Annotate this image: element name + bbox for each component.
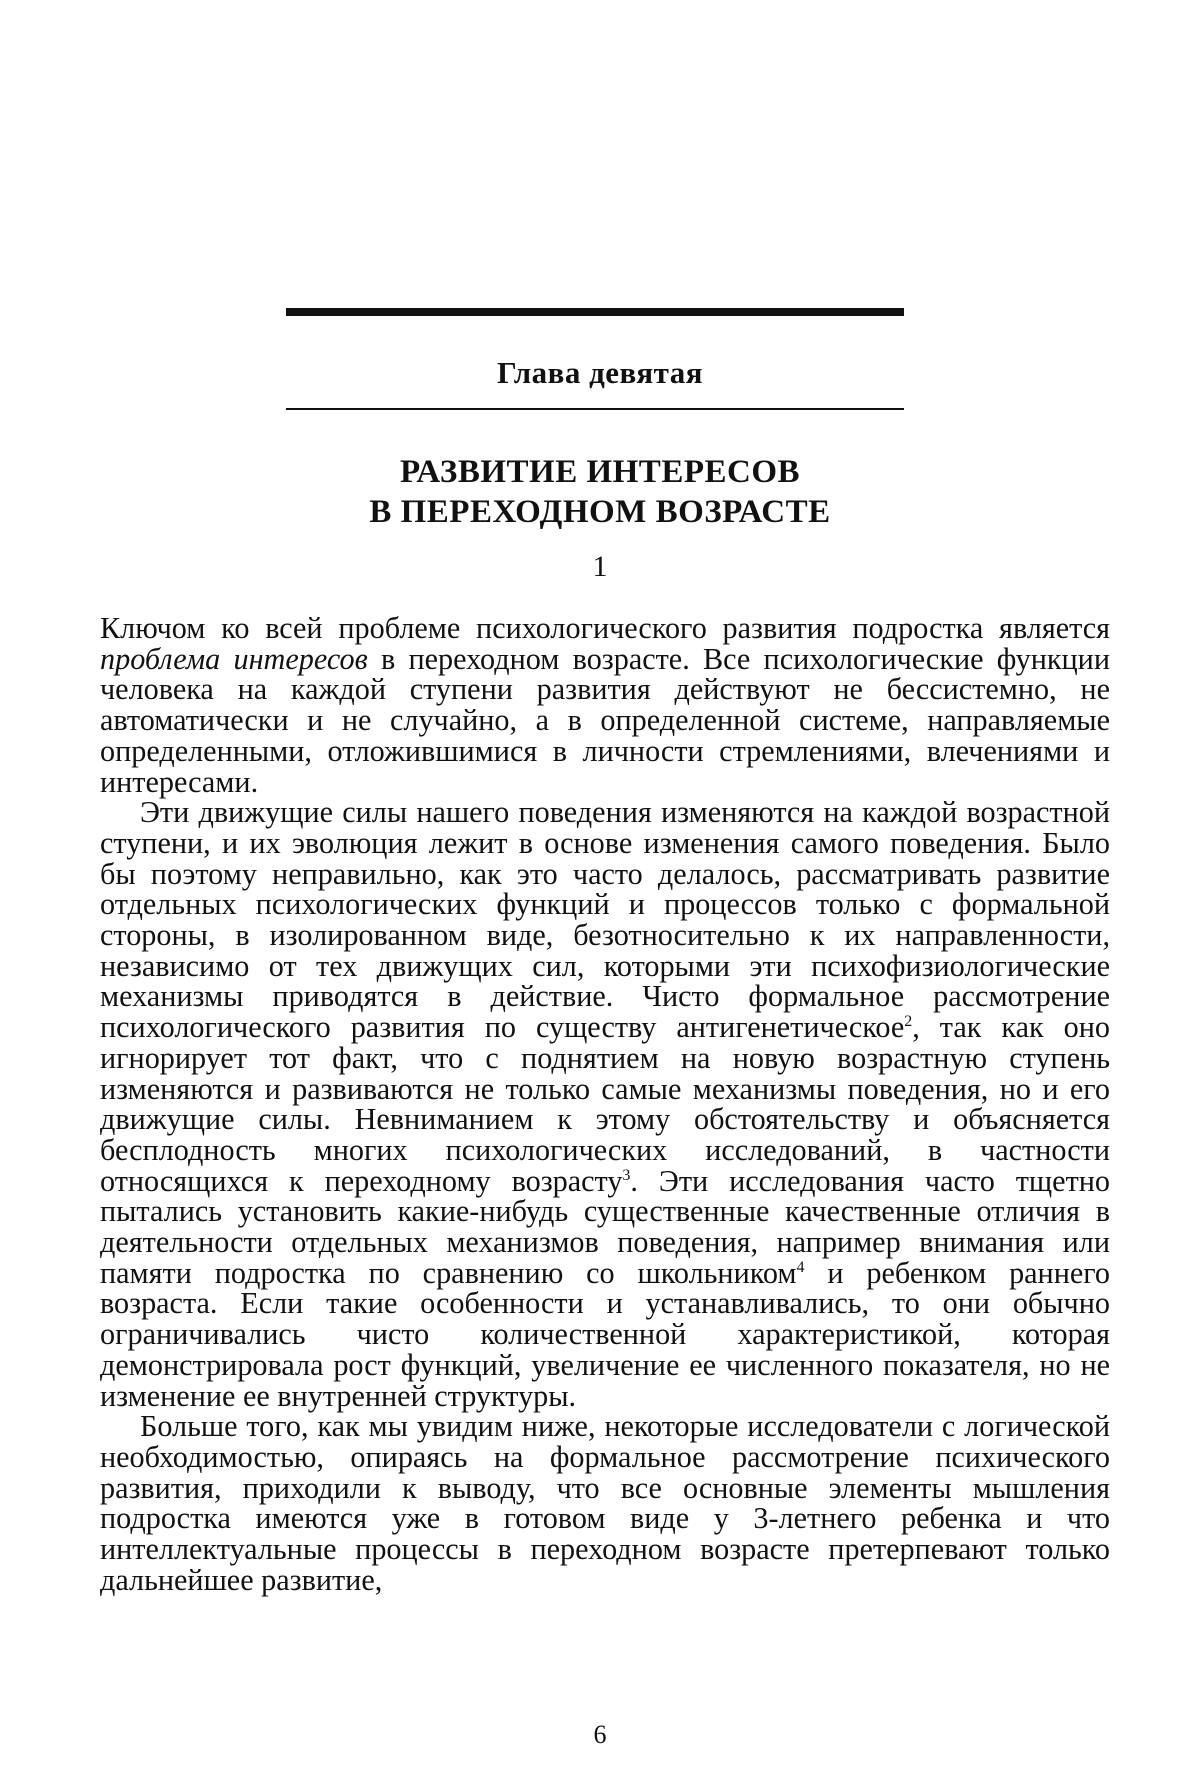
paragraph-1	[100, 613, 1110, 797]
chapter-title-line-2: В ПЕРЕХОДНОМ ВОЗРАСТЕ	[369, 494, 831, 530]
footnote-ref-4[interactable]: 4	[796, 1258, 805, 1276]
paragraph-2-text-a: Эти движущие силы нашего поведения изменяются на каждой возрастной ступени, и их эволюция лежит в основе изменения самого поведения. Было бы поэтому неправильно, как это часто делалось, рассматривать развитие отдельных психологических функций и процессов только с формальной стороны, в изолированном виде, безотносительно к их направленности, независимо от тех движущих сил, которыми эти психофизиологические механизмы приводятся в действие. Чисто формальное рассмотрение психологического развития по существу антигенетическое	[100, 795, 1110, 1045]
paragraph-2-text-c: . Эти исследования часто тщетно пытались установить какие-нибудь существенные качественные отличия в деятельности отдельных механизмов поведения, например внимания или памяти подростка по сравнению со школьником	[100, 1163, 1111, 1290]
page-number: 6	[593, 1720, 607, 1749]
header-rule-bottom	[286, 408, 904, 410]
section-number: 1	[592, 550, 608, 583]
footnote-ref-2[interactable]: 2	[904, 1013, 913, 1031]
paragraph-1-emphasis: проблема интересов	[100, 641, 368, 676]
header-rule-top	[286, 308, 904, 316]
chapter-label: Глава девятая	[496, 355, 704, 390]
body-text	[100, 613, 1110, 1596]
footnote-ref-3[interactable]: 3	[622, 1166, 631, 1184]
paragraph-2	[100, 797, 1110, 1411]
paragraph-3: Больше того, как мы увидим ниже, некоторые исследователи с логической необходимостью, опираясь на формальное рассмотрение психического развития, приходили к выводу, что все основные элементы мышления подростка имеются уже в готовом виде у 3-летнего ребенка и что интеллектуальные процессы в переходном возрасте претерпевают только дальнейшее развитие,	[100, 1409, 1110, 1597]
chapter-title	[0, 452, 1200, 532]
paragraph-2-text-b: , так как оно игнорирует тот факт, что с поднятием на новую возрастную ступень изменяются и развиваются не только самые механизмы поведения, но и его движущие силы. Невниманием к этому обстоятельству и объясняется бесплодность многих психологических исследований, в частности относящихся к переходному возрасту	[100, 1010, 1110, 1198]
chapter-title-line-1: РАЗВИТИЕ ИНТЕРЕСОВ	[399, 454, 801, 490]
paragraph-1-text-a: Ключом ко всей проблеме психологического развития подростка является	[100, 611, 1110, 645]
paragraph-2-text-d: и ребенком раннего возраста. Если такие особенности и устанавливались, то они обычно ограничивались чисто количественной характеристикой, которая демонстрировала рост функций, увеличение ее численного показателя, но не изменение ее внутренней структуры.	[100, 1255, 1110, 1413]
paragraph-1-text-b: в переходном возрасте. Все психологические функции человека на каждой ступени развития действуют не бессистемно, не автоматически и не случайно, а в определенной системе, направляемые определенными, отложившимися в личности стремлениями, влечениями и интересами.	[100, 641, 1110, 799]
